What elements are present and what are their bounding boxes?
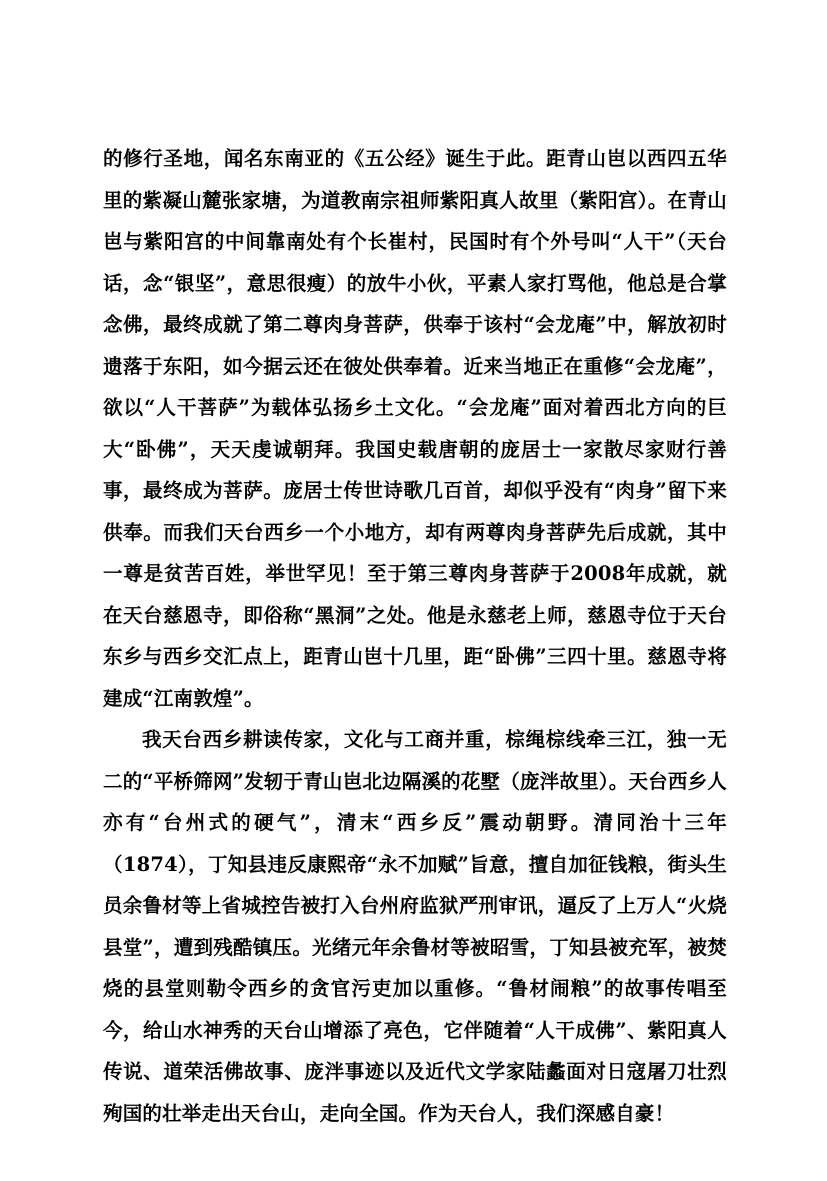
paragraph-2: 我天台西乡耕读传家，文化与工商并重，棕绳棕线牵三江，独一无二的“平桥筛网”发轫于青山岜北边隔溪的花墅（庞泮故里）。天台西乡人亦有“台州式的硬气”，清末“西乡反”震动朝野。清同治十三年（1874），丁知县违反康熙帝“永不加赋”旨意，擅自加征钱粮，街头生员余鲁材等上省城控告被打入台州府监狱严刑审讯，逼反了上万人“火烧县堂”，遭到残酷镇压。光绪元年余鲁材等被昭雪，丁知县被充军，被焚烧的县堂则勒令西乡的贪官污吏加以重修。“鲁材闹粮”的故事传唱至今，给山水神秀的天台山增添了亮色，它伴随着“人干成佛”、紫阳真人传说、道荣活佛故事、庞泮事迹以及近代文学家陆蠡面对日寇屠刀壮烈殉国的壮举走出天台山，走向全国。作为天台人，我们深感自豪！: [103, 728, 727, 1125]
paragraph-1: 的修行圣地，闻名东南亚的《五公经》诞生于此。距青山岜以西四五华里的紫凝山麓张家塘，为道教南宗祖师紫阳真人故里（紫阳宫）。在青山岜与紫阳宫的中间靠南处有个长崔村，民国时有个外号叫“人干”（天台话，念“银坚”，意思很瘦）的放牛小伙，平素人家打骂他，他总是合掌念佛，最终成就了第二尊肉身菩萨，供奉于该村“会龙庵”中，解放初时遗落于东阳，如今据云还在彼处供奉着。近来当地正在重修“会龙庵”，欲以“人干菩萨”为载体弘扬乡土文化。“会龙庵”面对着西北方向的巨大“卧佛”，天天虔诚朝拜。我国史载唐朝的庞居士一家散尽家财行善事，最终成为菩萨。庞居士传世诗歌几百首，却似乎没有“肉身”留下来供奉。而我们天台西乡一个小地方，却有两尊肉身菩萨先后成就，其中一尊是贫苦百姓，举世罕见！至于第三尊肉身菩萨于2008年成就，就在天台慈恩寺，即俗称“黑洞”之处。他是永慈老上师，慈恩寺位于天台东乡与西乡交汇点上，距青山岜十几里，距“卧佛”三四十里。慈恩寺将建成“江南敦煌”。: [103, 147, 727, 710]
document-body: [103, 138, 727, 1134]
